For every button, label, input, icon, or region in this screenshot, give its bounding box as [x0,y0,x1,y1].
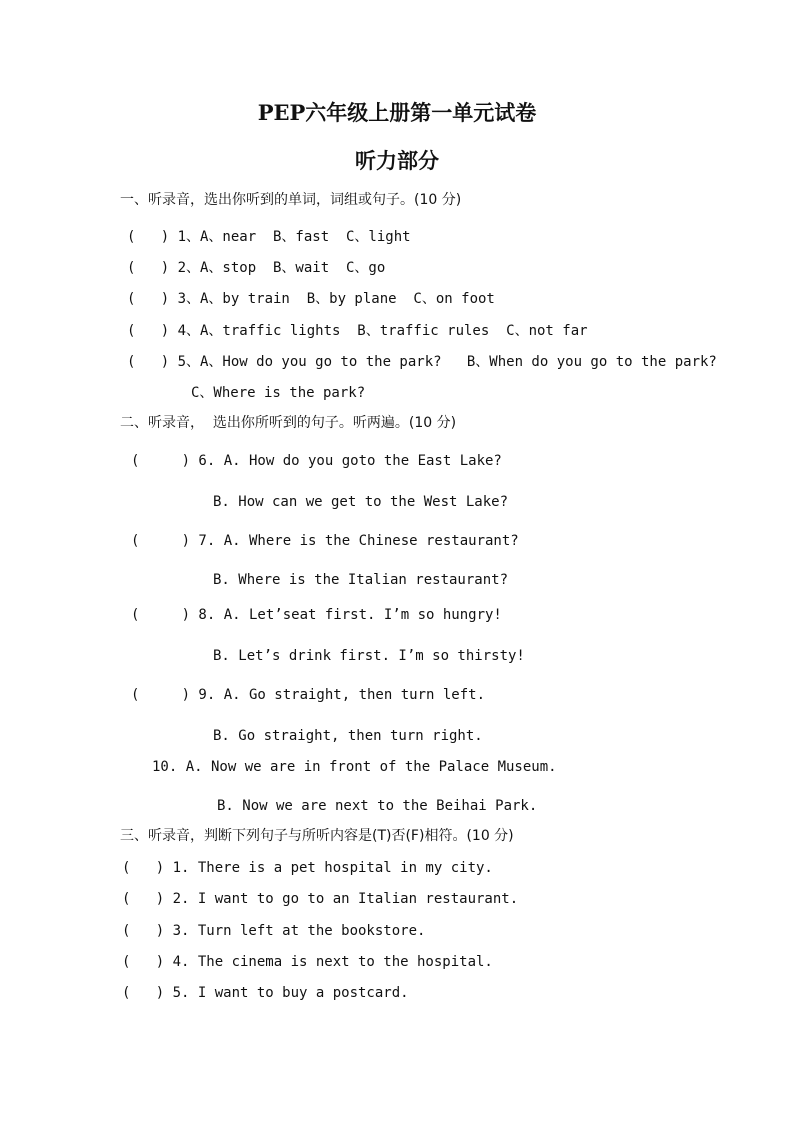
section3-item-2: ( ) 2. I want to go to an Italian restaurant. [122,891,519,907]
section2-item-6b: B. How can we get to the West Lake? [213,494,509,510]
section2-heading: 二、听录音， 选出你所听到的句子。听两遍。(10 分) [120,415,457,431]
section1-item-2: ( ) 2、A、stop B、wait C、go [127,260,386,276]
section1-item-5-option-c: C、Where is the park? [191,385,366,401]
exam-subtitle: 听力部分 [355,148,439,173]
section2-item-8b: B. Let’s drink first. I’m so thirsty! [213,648,525,664]
section2-item-9a: ( ) 9. A. Go straight, then turn left. [131,687,486,703]
section3-item-4: ( ) 4. The cinema is next to the hospital. [122,954,493,970]
section2-item-7a: ( ) 7. A. Where is the Chinese restaurant? [131,533,519,549]
section1-item-4: ( ) 4、A、traffic lights B、traffic rules C、not far [127,323,588,339]
section3-item-5: ( ) 5. I want to buy a postcard. [122,985,409,1001]
section1-heading: 一、听录音，选出你听到的单词，词组或句子。(10 分) [120,192,462,208]
section1-item-5: ( ) 5、A、How do you go to the park? B、When do you go to the park? [127,354,717,370]
section1-item-1: ( ) 1、A、near B、fast C、light [127,229,411,245]
exam-title: PEP六年级上册第一单元试卷 [257,100,537,125]
section2-item-10b: B. Now we are next to the Beihai Park. [217,798,538,814]
section3-heading: 三、听录音，判断下列句子与所听内容是(T)否(F)相符。(10 分) [120,828,514,844]
section2-item-10a: 10. A. Now we are in front of the Palace Museum. [152,759,557,775]
section2-item-9b: B. Go straight, then turn right. [213,728,483,744]
section1-item-3: ( ) 3、A、by train B、by plane C、on foot [127,291,495,307]
section2-item-7b: B. Where is the Italian restaurant? [213,572,509,588]
section3-item-3: ( ) 3. Turn left at the bookstore. [122,923,426,939]
section3-item-1: ( ) 1. There is a pet hospital in my city. [122,860,493,876]
section2-item-6a: ( ) 6. A. How do you goto the East Lake? [131,453,502,469]
section2-item-8a: ( ) 8. A. Let’seat first. I’m so hungry! [131,607,502,623]
